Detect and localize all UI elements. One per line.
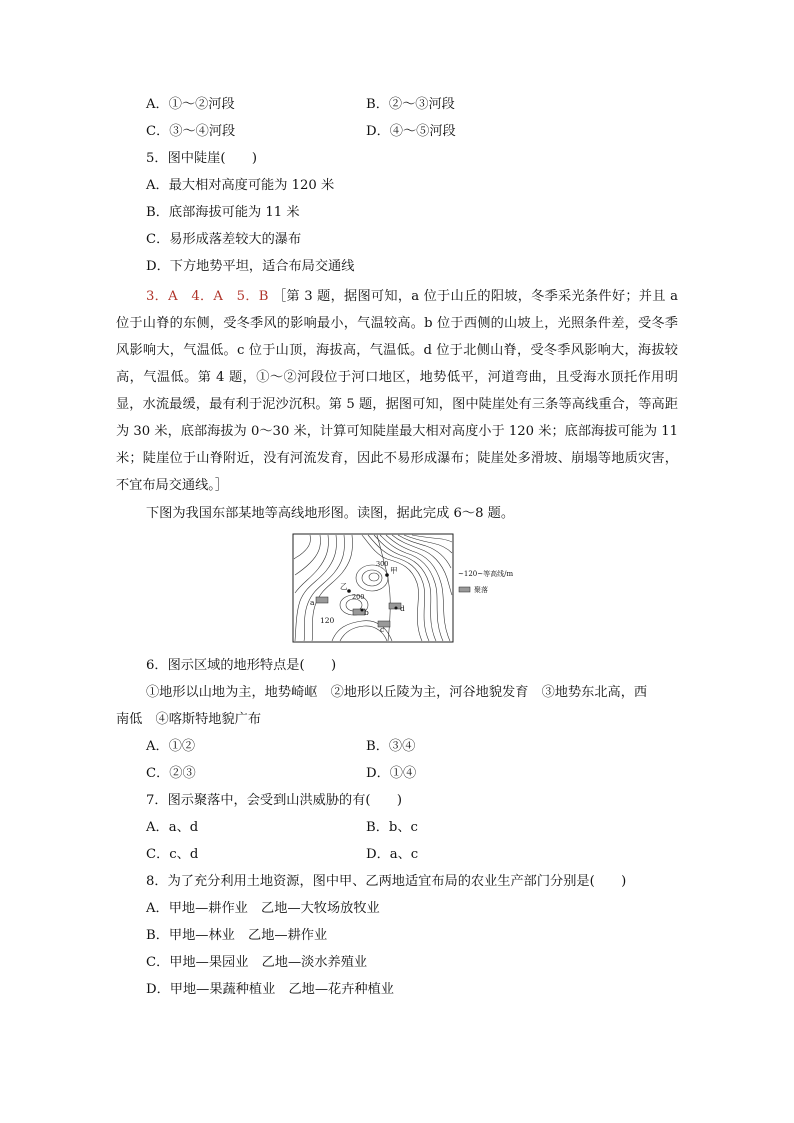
legend-settlement-swatch (459, 587, 470, 592)
intro-label: 下图为我国东部某地等高线地形图。读图，据此完成 6～8 题。 (146, 506, 515, 521)
label-jia: 甲 (390, 566, 398, 575)
q7-option-a: A．a、d (146, 820, 199, 835)
q6-option-b: B．③④ (366, 739, 416, 754)
contour-map (292, 533, 532, 643)
q8-option-c: C．甲地—果园业 乙地—淡水养殖业 (146, 955, 368, 970)
q4-option-d: D．④～⑤河段 (366, 124, 456, 139)
answer-text: ［第 3 题，据图可知，a 位于山丘的阳坡，冬季采光条件好；并且 a 位于山脊的东侧，受冬季风的影响最小，气温较高。b 位于西侧的山坡上，光照条件差，受冬季风影响大，气温低。c 位于山顶，海拔高，气温低。d 位于北侧山脊，受冬季风影响大，海拔较高，气温低。第 4 题，①～②河段位于河口地区，地势低平，河道弯曲，且受海水顶托作用明显，水流最缓，最有利于泥沙沉积。第 5 题，据图可知，图中陡崖处有三条等高线重合，等高距为 30 米，底部海拔为 0～30 米，计算可知陡崖最大相对高度小于 120 米；底部海拔可能为 11 米；陡崖位于山脊附近，没有河流发育，因此不易形成瀑布；陡崖处多滑坡、崩塌等地质灾害，不宜布局交通线。］ (116, 289, 678, 493)
q6-items-line2: 南低 ④喀斯特地貌广布 (116, 712, 262, 727)
q7-option-b: B．b、c (366, 820, 418, 835)
elevation-120: 120 (320, 616, 335, 625)
legend-contour-label: ~120~等高线/m (458, 570, 514, 578)
answer-explanation (116, 283, 678, 499)
q6-option-d: D．①④ (366, 766, 417, 781)
answer-keys: 3．A 4．A 5．B (146, 289, 269, 304)
elevation-200: 200 (352, 593, 365, 601)
legend-settlement-label: 聚落 (474, 586, 488, 594)
map-legend (458, 569, 513, 594)
q5-stem: 5．图中陡崖( ) (146, 151, 257, 166)
label-d: d (400, 604, 405, 613)
contour-map-figure (292, 533, 532, 643)
q4-option-a: A．①～②河段 (146, 97, 235, 112)
peak-point-jia (385, 573, 389, 577)
q5-option-c: C．易形成落差较大的瀑布 (146, 232, 302, 247)
q8-option-d: D．甲地—果蔬种植业 乙地—花卉种植业 (146, 982, 394, 997)
q5-option-a: A．最大相对高度可能为 120 米 (146, 178, 335, 193)
label-b: b (364, 608, 369, 617)
q8-option-b: B．甲地—林业 乙地—耕作业 (146, 928, 328, 943)
q5-option-b: B．底部海拔可能为 11 米 (146, 205, 300, 220)
q5-option-d: D．下方地势平坦，适合布局交通线 (146, 259, 355, 274)
q4-option-c: C．③～④河段 (146, 124, 236, 139)
label-c: c (380, 625, 385, 634)
q7-option-c: C．c、d (146, 847, 199, 862)
q4-option-b: B．②～③河段 (366, 97, 455, 112)
q7-option-d: D．a、c (366, 847, 419, 862)
q6-option-a: A．①② (146, 739, 196, 754)
q6-option-c: C．②③ (146, 766, 196, 781)
label-yi: 乙 (340, 582, 348, 591)
q6-stem: 6．图示区域的地形特点是( ) (146, 658, 337, 673)
elevation-300: 300 (376, 560, 389, 568)
q8-stem: 8．为了充分利用土地资源，图中甲、乙两地适宜布局的农业生产部门分别是( ) (146, 874, 627, 889)
intro-text (146, 505, 514, 523)
point-d (395, 607, 398, 610)
peak-point-yi (347, 589, 351, 593)
q6-items-line1: ①地形以山地为主，地势崎岖 ②地形以丘陵为主，河谷地貌发育 ③地势东北高，西 (146, 685, 648, 700)
label-a: a (310, 598, 315, 607)
q7-stem: 7．图示聚落中，会受到山洪威胁的有( ) (146, 793, 403, 808)
q8-option-a: A．甲地—耕作业 乙地—大牧场放牧业 (146, 901, 380, 916)
